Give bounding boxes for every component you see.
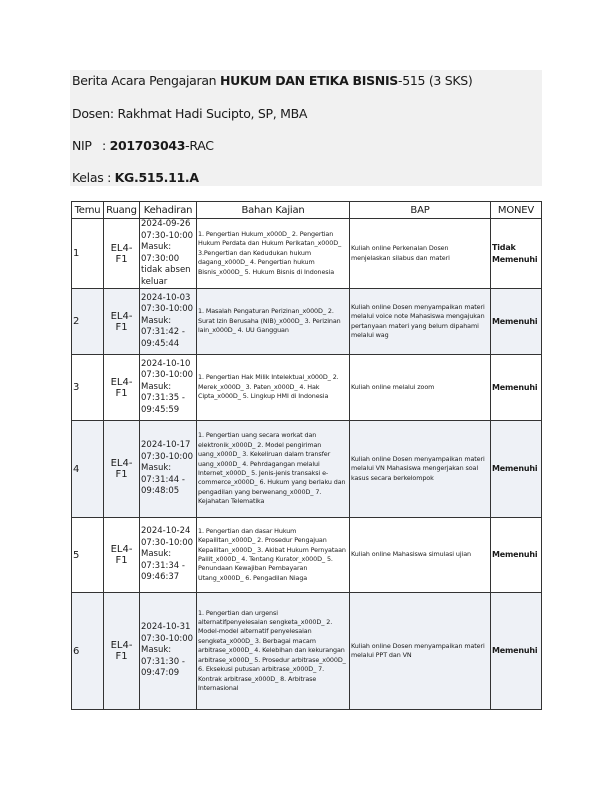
cell-monev: Memenuhi — [491, 289, 542, 355]
masuk-label: Masuk: — [141, 463, 172, 474]
header-ruang: Ruang — [104, 202, 140, 219]
date: 2024-10-03 — [141, 292, 191, 303]
cell-bahan-kajian: 1. Pengertian Hukum_x000D_ 2. Pengertian Hukum Perdata dan Hukum Perikatan_x000D_ 3.Pengertian dan Kedudukan hukum dagang_x000D_ 4. Pengertian hukum Bisnis_x000D_ 5. Hukum Bisnis di Indonesia — [197, 219, 350, 289]
cell-bap: Kuliah online Dosen menyampaikan materi melalui voice note Mahasiswa mengajukan pertanyaan materi yang belum dipahami melalui wag — [350, 289, 491, 355]
masuk-label: Masuk: — [141, 315, 172, 326]
time-slot: 07:30-10:00 — [141, 230, 194, 241]
date: 2024-10-10 — [141, 358, 191, 369]
cell-bahan-kajian: 1. Masalah Pengaturan Perizinan_x000D_ 2. Surat Izin Berusaha (NIB)_x000D_ 3. Perizinan lain_x000D_ 4. UU Gangguan — [197, 289, 350, 355]
table-header-row — [72, 202, 542, 219]
cell-monev: Memenuhi — [491, 355, 542, 421]
table-row — [72, 355, 542, 421]
time-slot: 07:30-10:00 — [141, 451, 194, 462]
class-line — [72, 170, 199, 186]
header-bahan-kajian: Bahan Kajian — [197, 202, 350, 219]
time-slot: 07:30-10:00 — [141, 633, 194, 644]
date: 2024-10-17 — [141, 440, 191, 451]
cell-kehadiran — [140, 593, 197, 710]
cell-temu: 3 — [72, 355, 104, 421]
cell-temu: 5 — [72, 518, 104, 593]
header-kehadiran: Kehadiran — [140, 202, 197, 219]
masuk-label: Masuk: — [141, 242, 172, 252]
kelas-label: Kelas : — [72, 170, 115, 185]
cell-ruang: EL4-F1 — [104, 289, 140, 355]
dosen-name: Rakhmat Hadi Sucipto, SP, MBA — [117, 106, 308, 121]
cell-kehadiran — [140, 421, 197, 518]
cell-temu: 2 — [72, 289, 104, 355]
table-row — [72, 593, 542, 710]
masuk-time: 07:31:30 - 09:47:09 — [141, 656, 185, 679]
cell-monev: Tidak Memenuhi — [491, 219, 542, 289]
cell-kehadiran — [140, 518, 197, 593]
date: 2024-09-26 — [141, 219, 191, 229]
cell-bahan-kajian: 1. Pengertian Hak Milik Intelektual_x000D_ 2. Merek_x000D_ 3. Paten_x000D_ 4. Hak Cipta_x000D_ 5. Lingkup HMI di Indonesia — [197, 355, 350, 421]
cell-bap: Kuliah online Mahasiswa simulasi ujian — [350, 518, 491, 593]
course-code: -515 (3 SKS) — [398, 73, 473, 88]
header-temu: Temu — [72, 202, 104, 219]
cell-ruang: EL4-F1 — [104, 421, 140, 518]
table-row — [72, 219, 542, 289]
time-slot: 07:30-10:00 — [141, 304, 194, 315]
title-prefix: Berita Acara Pengajaran — [72, 73, 220, 88]
masuk-time: 07:31:35 - 09:45:59 — [141, 393, 185, 415]
cell-bahan-kajian: 1. Pengertian uang secara workat dan elektronik_x000D_ 2. Model pengiriman uang_x000D_ 3. Kekeliruan dalam transfer uang_x000D_ 4. Pehrdagangan melalui Internet_x000D_ 5. Jenis-jenis transaksi e-commerce_x000D_ 6. Hukum yang berlaku dan pengadilan yang berwenang_x000D_ 7. Kejahatan Telematika — [197, 421, 350, 518]
time-slot: 07:30-10:00 — [141, 537, 194, 548]
cell-monev: Memenuhi — [491, 593, 542, 710]
cell-monev: Memenuhi — [491, 518, 542, 593]
course-title — [72, 73, 473, 89]
masuk-time: 07:31:44 - 09:48:05 — [141, 474, 185, 497]
cell-ruang: EL4-F1 — [104, 355, 140, 421]
date: 2024-10-24 — [141, 526, 191, 537]
table-row — [72, 518, 542, 593]
cell-kehadiran — [140, 289, 197, 355]
masuk-label: Masuk: — [141, 549, 172, 560]
cell-monev: Memenuhi — [491, 421, 542, 518]
date: 2024-10-31 — [141, 622, 191, 633]
cell-bap: Kuliah online Dosen menyampaikan materi melalui VN Mahasiswa mengerjakan soal kasus secara berkelompok — [350, 421, 491, 518]
masuk-time: 07:31:34 - 09:46:37 — [141, 560, 185, 583]
header-monev: MONEV — [491, 202, 542, 219]
attendance-table — [71, 201, 542, 710]
cell-kehadiran — [140, 355, 197, 421]
nip-line — [72, 138, 214, 154]
cell-ruang: EL4-F1 — [104, 518, 140, 593]
cell-bap: Kuliah online melalui zoom — [350, 355, 491, 421]
cell-ruang: EL4-F1 — [104, 593, 140, 710]
cell-kehadiran — [140, 219, 197, 289]
nip-label: NIP — [72, 138, 92, 153]
cell-ruang: EL4-F1 — [104, 219, 140, 289]
masuk-label: Masuk: — [141, 645, 172, 656]
masuk-time: 07:30:00 tidak absen keluar — [141, 253, 191, 287]
cell-bahan-kajian: 1. Pengertian dan urgensi alternatifpenyelesaian sengketa_x000D_ 2. Model-model alternatif penyelesaian sengketa_x000D_ 3. Berbagai macam arbitrase_x000D_ 4. Kelebihan dan kekurangan arbitrase_x000D_ 5. Prosedur arbitrase_x000D_ 6. Eksekusi putusan arbitrase_x000D_ 7. Kontrak arbitrase_x000D_ 8. Arbitrase Internasional — [197, 593, 350, 710]
cell-temu: 6 — [72, 593, 104, 710]
nip-suffix: -RAC — [185, 138, 214, 153]
lecturer-line — [72, 106, 307, 122]
nip-separator: : — [102, 138, 110, 153]
course-name: HUKUM DAN ETIKA BISNIS — [219, 73, 398, 88]
cell-temu: 4 — [72, 421, 104, 518]
kelas-value: KG.515.11.A — [114, 170, 199, 185]
nip-number: 201703043 — [109, 138, 186, 153]
cell-temu: 1 — [72, 219, 104, 289]
masuk-label: Masuk: — [141, 381, 172, 392]
time-slot: 07:30-10:00 — [141, 370, 194, 381]
dosen-label: Dosen: — [72, 106, 118, 121]
cell-bap: Kuliah online Dosen menyampaikan materi melalui PPT dan VN — [350, 593, 491, 710]
table-row — [72, 289, 542, 355]
header-bap: BAP — [350, 202, 491, 219]
table-row — [72, 421, 542, 518]
masuk-time: 07:31:42 - 09:45:44 — [141, 327, 185, 349]
cell-bap: Kuliah online Perkenalan Dosen menjelaskan silabus dan materi — [350, 219, 491, 289]
cell-bahan-kajian: 1. Pengertian dan dasar Hukum Kepailitan_x000D_ 2. Prosedur Pengajuan Kepailitan_x000D_ 3. Akibat Hukum Pernyataan Pailit_x000D_ 4. Tentang Kurator_x000D_ 5. Penundaan Kewajiban Pembayaran Utang_x000D_ 6. Pengadilan Niaga — [197, 518, 350, 593]
